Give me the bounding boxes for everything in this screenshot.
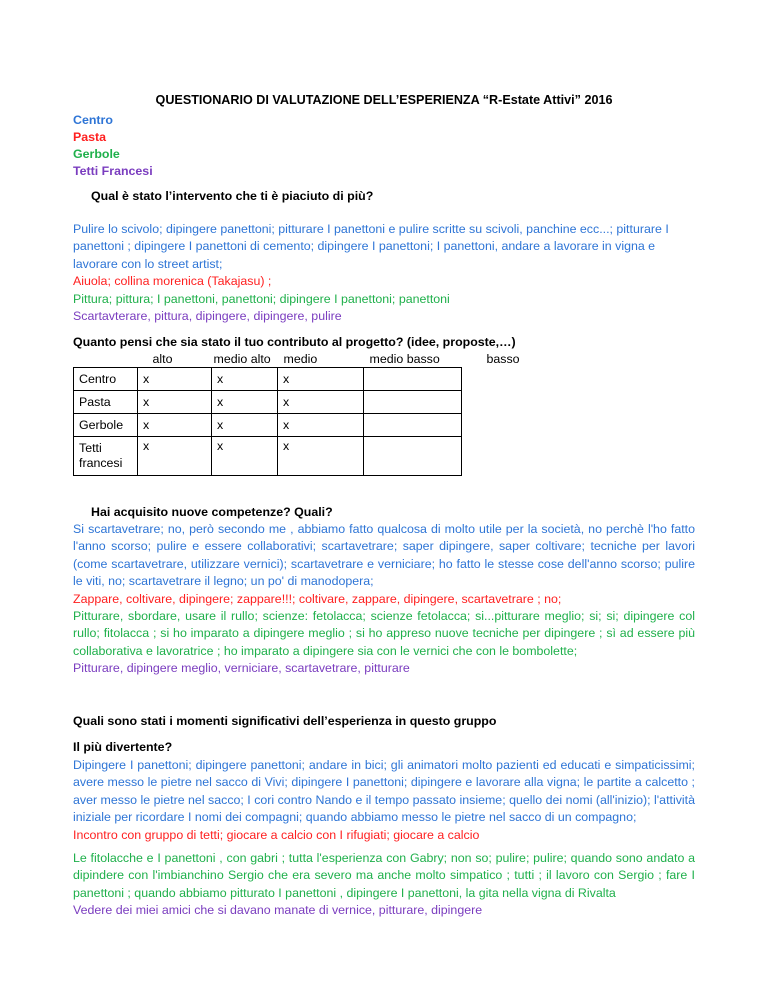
table-row [74, 368, 558, 391]
cell-medio: x [278, 368, 364, 391]
answer-pasta: Zappare, coltivare, dipingere; zappare!!!; coltivare, zappare, dipingere, scartavetrare ; no; [73, 591, 562, 606]
answer-tetti: Pitturare, dipingere meglio, verniciare, scartavetrare, pitturare [73, 661, 410, 676]
table-header-basso: basso [486, 351, 520, 366]
answer-gerbole: Le fitolacche e I panettoni , con gabri ; tutta l'esperienza con Gabry; non so; pulire; pulire; quando sono andato a dipindere con l'imbianchino Sergio che era severo ma anche molto simpatico ; tutti ; il lavoro con Sergio ; fare I panettoni ; quando abbiamo pitturato I panettoni , dipingere I panettoni, la gita nella vigna di Rivalta [73, 851, 695, 900]
cell-alto: x [138, 437, 212, 476]
cell-medio: x [278, 437, 364, 476]
answer-pasta: Incontro con gruppo di tetti; giocare a calcio con I rifugiati; giocare a calcio [73, 827, 480, 842]
cell-medio-alto: x [212, 414, 278, 437]
cell-medio-alto: x [212, 368, 278, 391]
answers-3 [73, 521, 695, 678]
answer-tetti: Scartavterare, pittura, dipingere, dipingere, pulire [73, 309, 342, 324]
question-4-sub: Il più divertente? [73, 740, 173, 754]
cell-basso [462, 437, 558, 476]
group-pasta: Pasta [73, 130, 107, 144]
row-group: Centro [74, 368, 138, 391]
answer-centro: Si scartavetrare; no, però secondo me , abbiamo fatto qualcosa di molto utile per la società, no perchè l'ho fatto l'anno scorso; pulire e essere collaborativi; scartavetrare; saper dipingere, saper coltivare; tecniche per lavori (come scartavetrare, utilizzare vernici); scartavetrare e verniciare; ho fatto le stesse cose dell'anno scorso; pulire le viti, no; scartavetrare il legno; un po' di manodopera; [73, 522, 695, 589]
group-legend [73, 112, 153, 180]
answer-centro: Dipingere I panettoni; dipingere panettoni; andare in bici; gli animatori molto pazienti ed educati e simpaticissimi; avere messo le pietre nel sacco di Vivi; dipingere I panettoni; dipingere e lavorare alla vigna; le partite a calcetto ; aver messo le pietre nel sacco; I cori contro Nando e il tempo passato insieme; quello dei nomi (all'inizio); l'attività iniziale per ricordare I nomi dei compagni; quando abbiamo messo le pietre nel sacco di un compagno; [73, 758, 695, 825]
table-header-medio: medio [283, 351, 318, 366]
question-4: Quali sono stati i momenti significativi dell’esperienza in questo gruppo [73, 714, 497, 728]
question-1: Qual è stato l’intervento che ti è piaciuto di più? [91, 189, 374, 203]
cell-alto: x [138, 368, 212, 391]
answer-gerbole: Pittura; pittura; I panettoni, panettoni; dipingere I panettoni; panettoni [73, 291, 450, 306]
answer-centro: Pulire lo scivolo; dipingere panettoni; pitturare I panettoni e pulire scritte su scivoli, panchine ecc...; pitturare I panettoni ; dipingere I panettoni di cemento; dipingere I panettoni; I panettoni, andare a lavorare in vigna e lavorare con lo street artist; [73, 222, 669, 271]
contribution-table [73, 350, 558, 476]
table-header-empty [74, 350, 138, 368]
group-centro: Centro [73, 113, 113, 127]
row-group: Gerbole [74, 414, 138, 437]
row-group: Pasta [74, 391, 138, 414]
page-title: QUESTIONARIO DI VALUTAZIONE DELL’ESPERIENZA “R-Estate Attivi” 2016 [155, 93, 613, 107]
table-header-medio-basso: medio basso [369, 351, 440, 366]
question-2: Quanto pensi che sia stato il tuo contributo al progetto? (idee, proposte,…) [73, 335, 516, 349]
group-tetti-francesi: Tetti Francesi [73, 164, 153, 178]
cell-medio-basso [364, 368, 462, 391]
cell-basso [462, 391, 558, 414]
cell-medio: x [278, 414, 364, 437]
table-row [74, 414, 558, 437]
table-header-medio-alto: medio alto [213, 351, 271, 366]
cell-medio-alto: x [212, 391, 278, 414]
answer-tetti: Vedere dei miei amici che si davano manate di vernice, pitturare, dipingere [73, 903, 483, 918]
cell-medio-alto: x [212, 437, 278, 476]
row-group: Tetti francesi [74, 437, 138, 476]
answer-gerbole: Pitturare, sbordare, usare il rullo; scienze: fetolacca; scienze fetolacca; si...pitturare meglio; si; si; dipingere col rullo; fitolacca ; si ho imparato a dipingere meglio ; si ho appreso nuove tecniche per dipingere ; sì ad essere più collaborativa e lavoratrice ; ho imparato a dipingere sia con le vernici che con le bombolette; [73, 609, 695, 658]
answers-4 [73, 757, 695, 920]
answers-1 [73, 221, 695, 325]
cell-alto: x [138, 414, 212, 437]
cell-medio-basso [364, 414, 462, 437]
table-header-alto: alto [152, 351, 173, 366]
table-row [74, 437, 558, 476]
cell-basso [462, 414, 558, 437]
cell-medio-basso [364, 391, 462, 414]
answer-pasta: Aiuola; collina morenica (Takajasu) ; [73, 274, 272, 289]
cell-basso [462, 368, 558, 391]
question-3: Hai acquisito nuove competenze? Quali? [91, 505, 333, 519]
table-row [74, 391, 558, 414]
cell-alto: x [138, 391, 212, 414]
cell-medio-basso [364, 437, 462, 476]
cell-medio: x [278, 391, 364, 414]
group-gerbole: Gerbole [73, 147, 120, 161]
